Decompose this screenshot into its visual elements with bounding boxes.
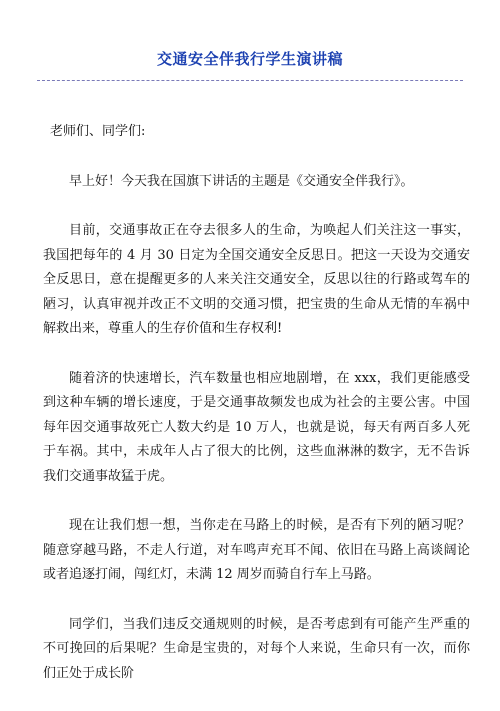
document-body [43, 120, 470, 711]
document-title: 交通安全伴我行学生演讲稿 [156, 50, 343, 68]
paragraph-bad-habits: 现在让我们想一想，当你走在马路上的时候，是否有下列的陋习呢？随意穿越马路，不走人行道，对车鸣声充耳不闻、依旧在马路上高谈阔论或者追逐打闹，闯红灯，未满 12 周岁而骑自行车上马路。 [43, 518, 470, 582]
paragraph-reflection-day: 目前，交通事故正在夺去很多人的生命，为唤起人们关注这一事实，我国把每年的 4 月 30 日定为全国交通安全反思日。把这一天设为交通安全反思日，意在提醒更多的人来关注交通安全，反思以往的行路或驾车的陋习，认真审视并改正不文明的交通习惯，把宝贵的生命从无情的车祸中解救出来，尊重人的生存价值和生存权利! [43, 223, 470, 336]
salutation: 老师们、同学们: [50, 124, 146, 139]
paragraph-accident-statistics: 随着济的快速增长，汽车数量也相应地剧增，在 xxx，我们更能感受到这种车辆的增长速度，于是交通事故频发也成为社会的主要公害。中国每年因交通事故死亡人数大约是 10 万人，也就是说，每天有两百多人死于车祸。其中，未成年人占了很大的比例，这些血淋淋的数字，无不告诉我们交通事故猛于虎。 [43, 370, 470, 484]
title-divider [37, 80, 463, 81]
paragraph-consequences: 同学们，当我们违反交通规则的时候，是否考虑到有可能产生严重的不可挽回的后果呢？生命是宝贵的，对每个人来说，生命只有一次，而你们正处于成长阶 [43, 616, 470, 681]
paragraph-greeting: 早上好！今天我在国旗下讲话的主题是《交通安全伴我行》。 [69, 173, 414, 189]
